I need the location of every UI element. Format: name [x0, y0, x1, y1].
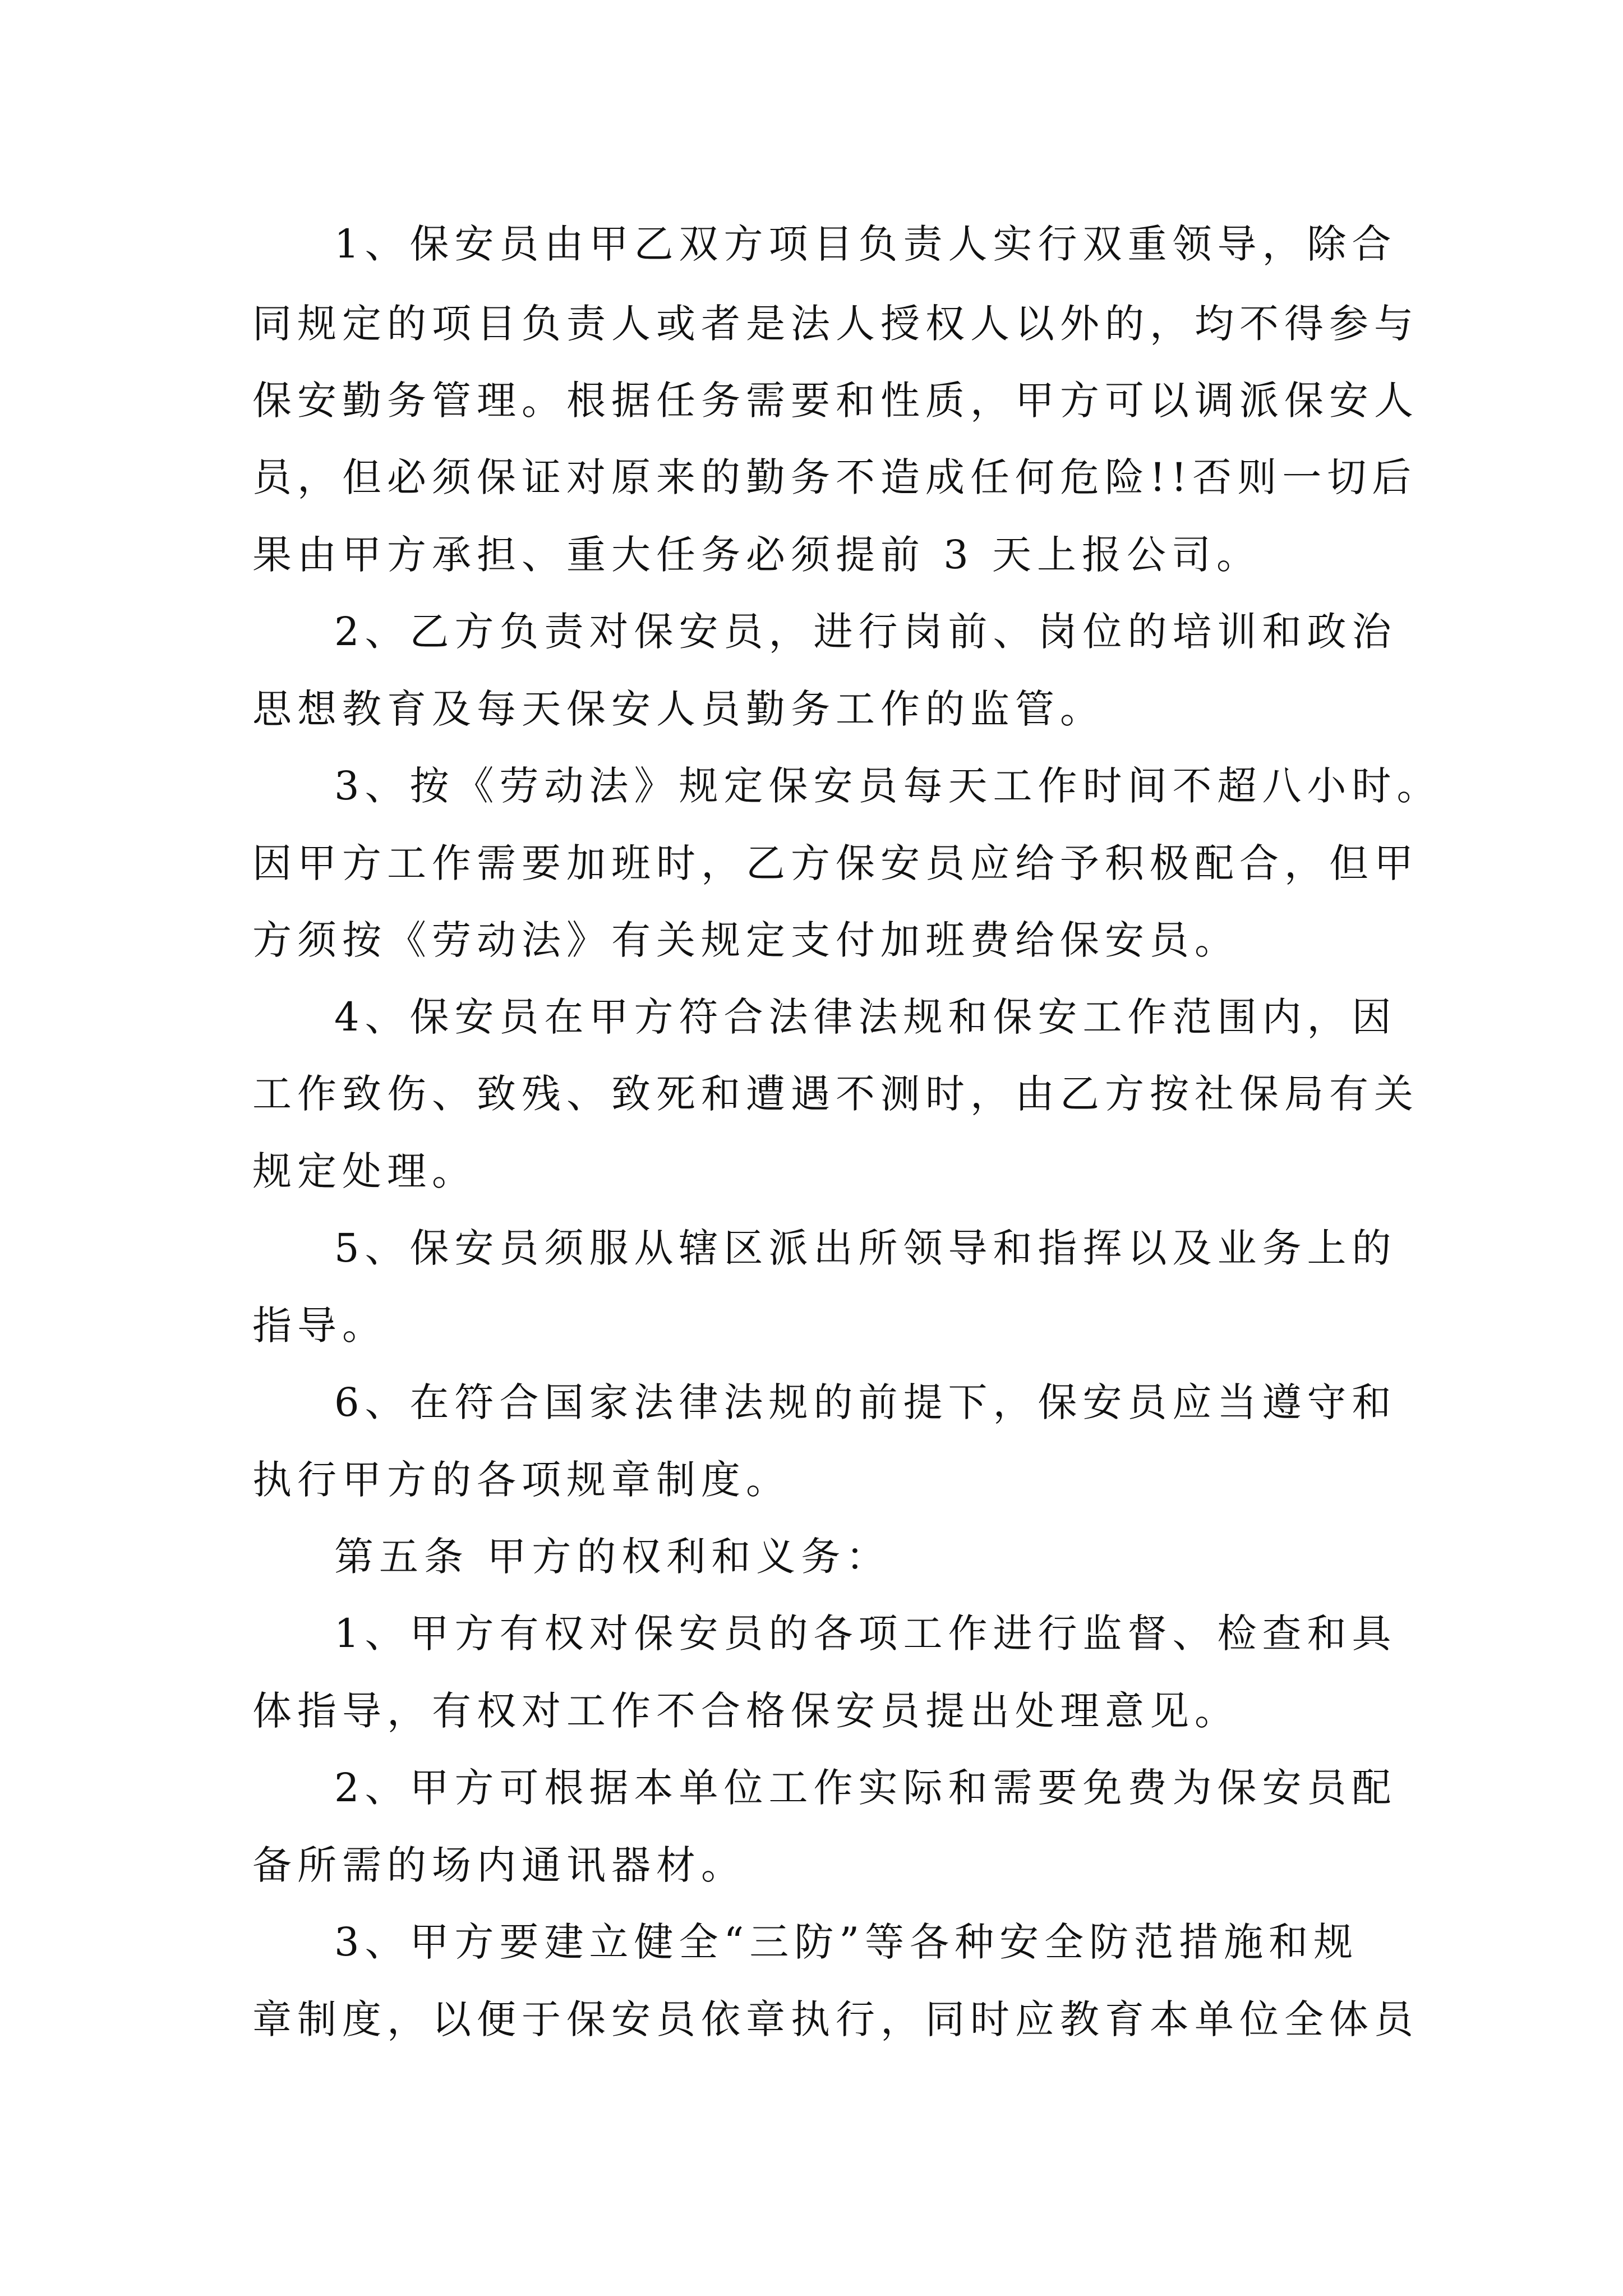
clause-4-3-line-2: 因甲方工作需要加班时，乙方保安员应给予积极配合，但甲 — [252, 840, 1419, 886]
clause-4-2-line-2: 思想教育及每天保安人员勤务工作的监管。 — [252, 686, 1105, 732]
clause-5-1-line-1: 1、甲方有权对保安员的各项工作进行监督、检查和具 — [334, 1611, 1397, 1657]
clause-4-1-line-5: 果由甲方承担、重大任务必须提前 3 天上报公司。 — [252, 532, 1262, 578]
clause-4-2-line-1: 2、乙方负责对保安员，进行岗前、岗位的培训和政治 — [334, 609, 1397, 655]
clause-5-3-line-2: 章制度，以便于保安员依章执行，同时应教育本单位全体员 — [252, 1996, 1419, 2042]
clause-4-1-line-2: 同规定的项目负责人或者是法人授权人以外的，均不得参与 — [252, 301, 1419, 347]
clause-4-4-line-2: 工作致伤、致残、致死和遭遇不测时，由乙方按社保局有关 — [252, 1071, 1419, 1117]
clause-4-5-line-2: 指导。 — [252, 1303, 387, 1349]
clause-4-1-line-3: 保安勤务管理。根据任务需要和性质，甲方可以调派保安人 — [252, 378, 1419, 424]
clause-4-3-line-3: 方须按《劳动法》有关规定支付加班费给保安员。 — [252, 917, 1239, 963]
clause-4-1-line-1: 1、保安员由甲乙双方项目负责人实行双重领导，除合 — [334, 221, 1397, 267]
clause-5-2-line-2: 备所需的场内通讯器材。 — [252, 1842, 746, 1888]
clause-4-6-line-1: 6、在符合国家法律法规的前提下，保安员应当遵守和 — [334, 1379, 1397, 1425]
clause-4-1-line-4: 员，但必须保证对原来的勤务不造成任何危险!!否则一切后 — [252, 454, 1417, 500]
clause-5-3-line-1: 3、甲方要建立健全“三防”等各种安全防范措施和规 — [334, 1919, 1359, 1965]
clause-4-5-line-1: 5、保安员须服从辖区派出所领导和指挥以及业务上的 — [334, 1225, 1397, 1271]
clause-4-3-line-1: 3、按《劳动法》规定保安员每天工作时间不超八小时。 — [334, 763, 1442, 809]
clause-4-4-line-1: 4、保安员在甲方符合法律法规和保安工作范围内，因 — [334, 994, 1397, 1040]
article-5-heading: 第五条 甲方的权利和义务： — [334, 1534, 891, 1580]
clause-5-2-line-1: 2、甲方可根据本单位工作实际和需要免费为保安员配 — [334, 1765, 1397, 1811]
clause-4-6-line-2: 执行甲方的各项规章制度。 — [252, 1457, 791, 1503]
clause-4-4-line-3: 规定处理。 — [252, 1148, 477, 1194]
clause-5-1-line-2: 体指导，有权对工作不合格保安员提出处理意见。 — [252, 1688, 1239, 1734]
